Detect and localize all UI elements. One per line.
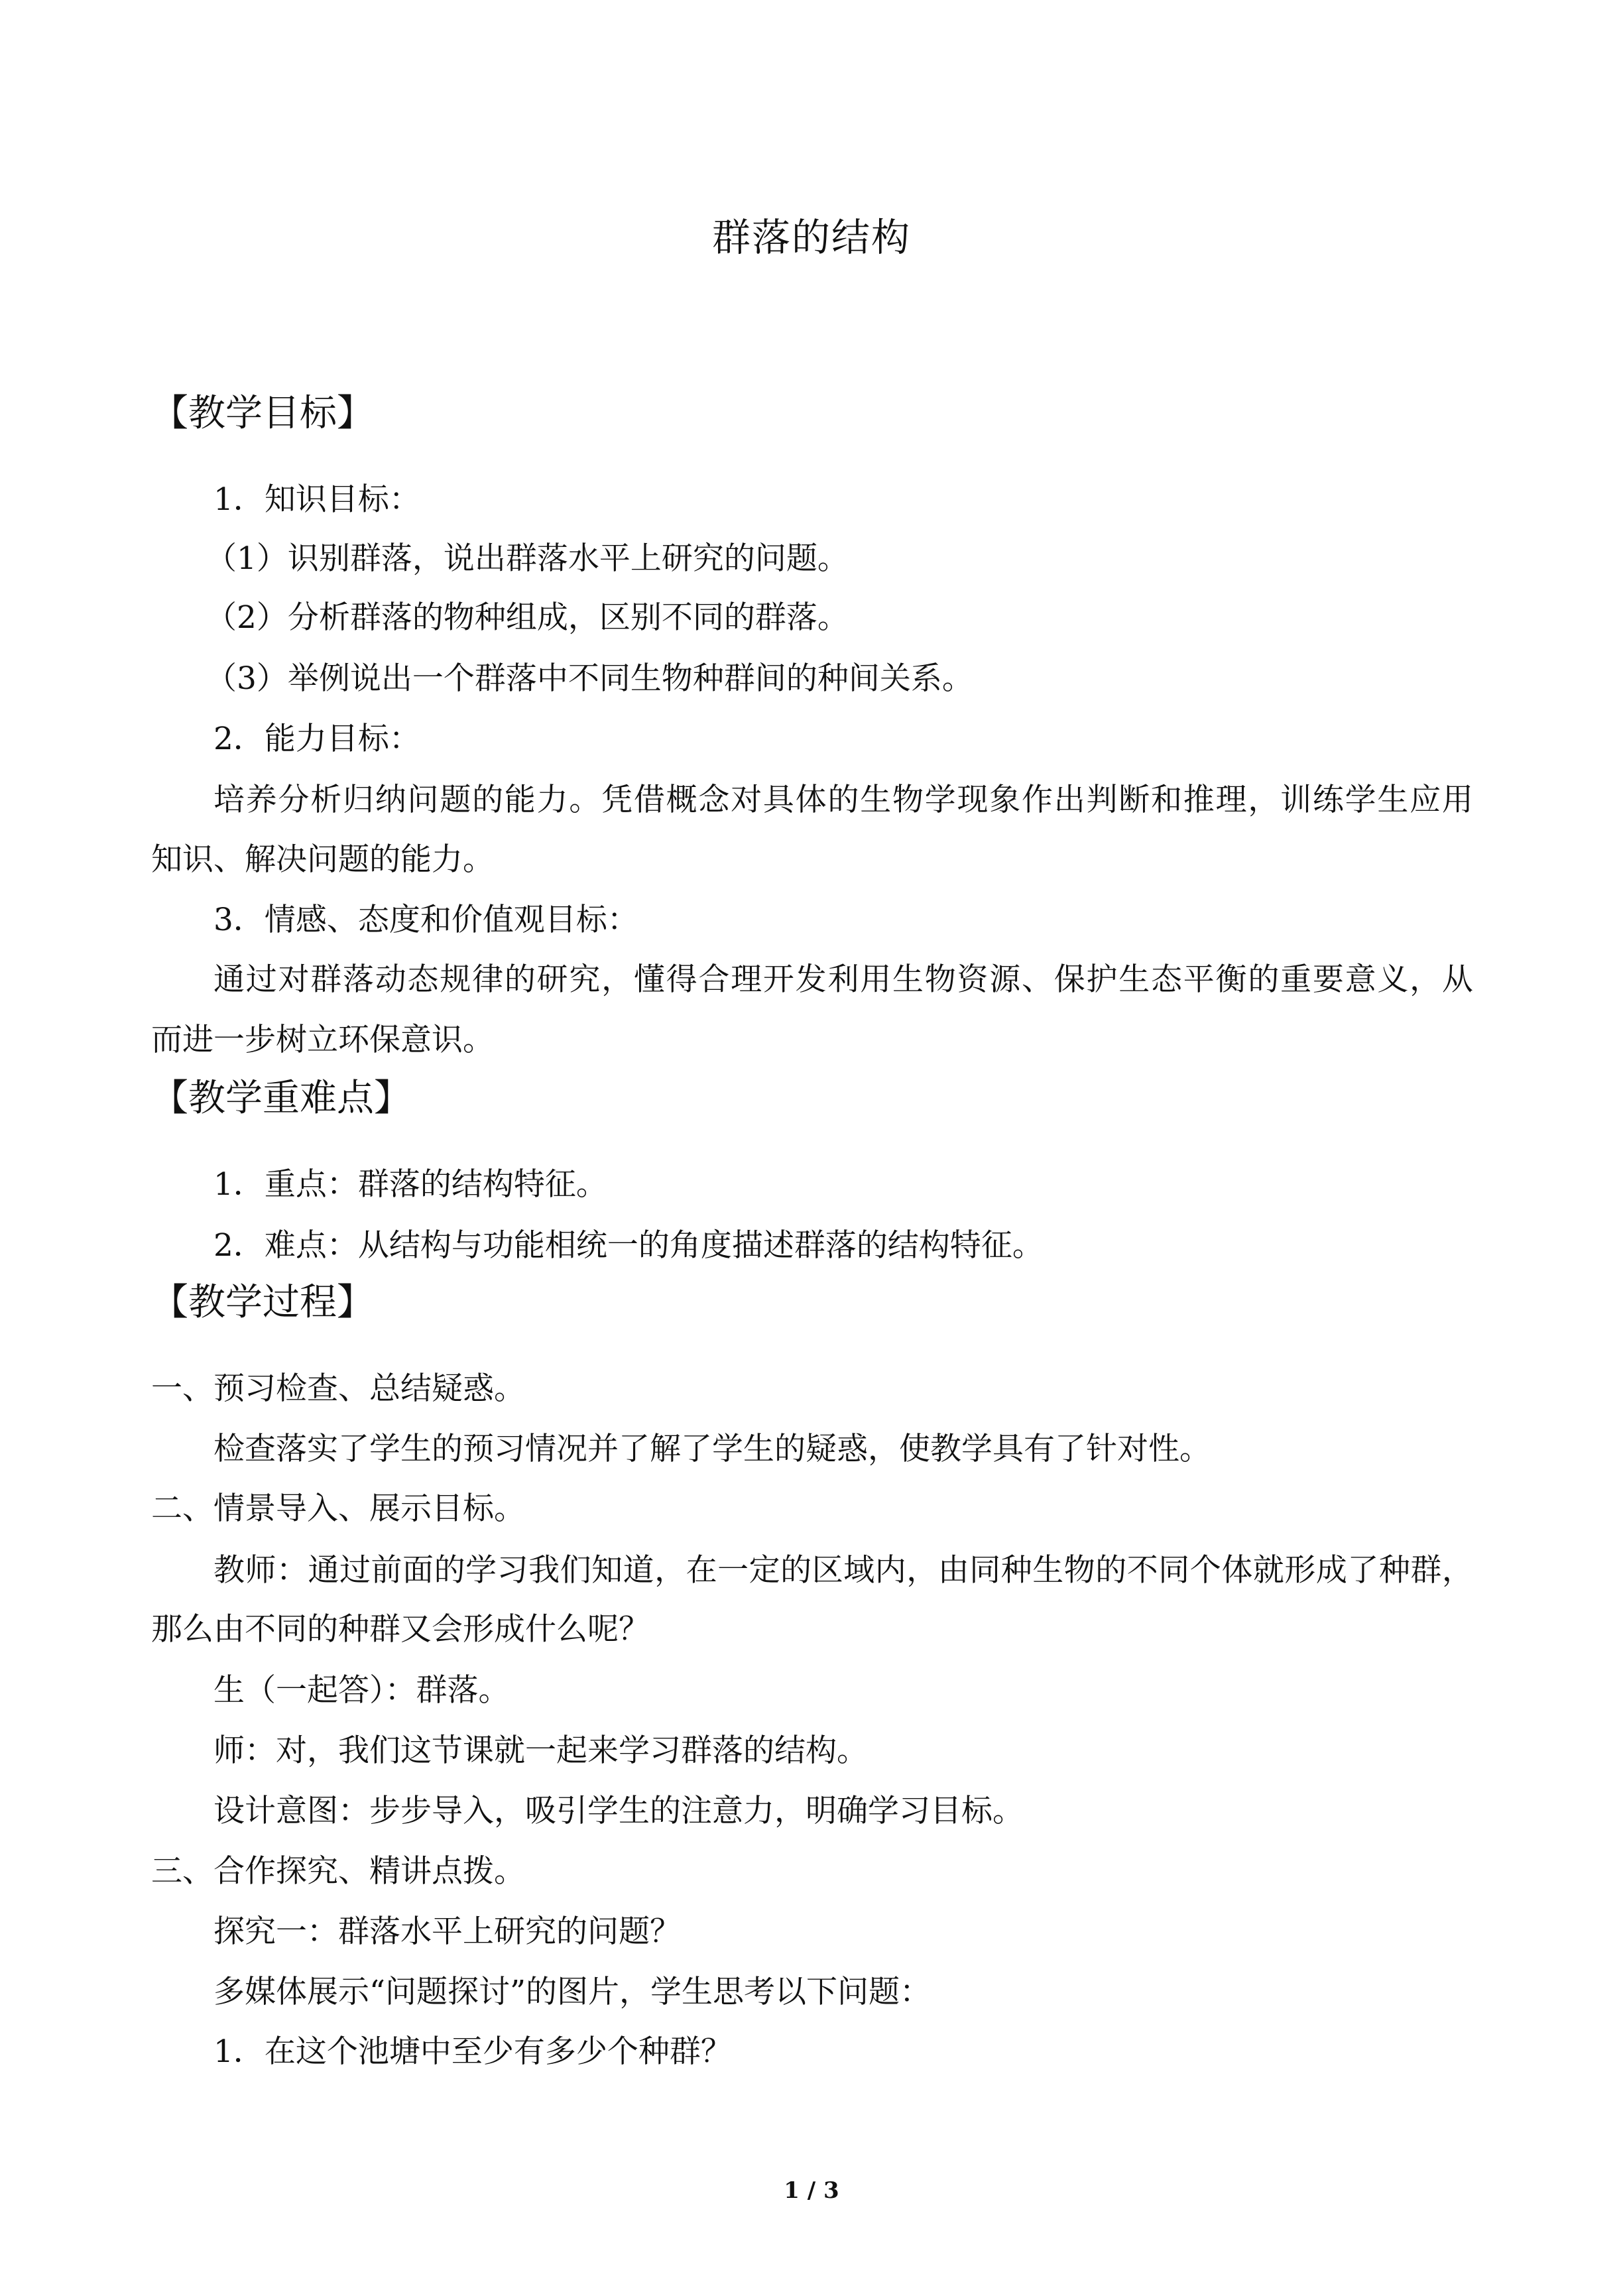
- knowledge-objective-label: 1．知识目标：: [213, 481, 420, 518]
- ability-objective-text-line-1: 培养分析归纳问题的能力。凭借概念对具体的生物学现象作出判断和推理，训练学生应用: [213, 782, 1474, 818]
- process-step-2-design: 设计意图：步步导入，吸引学生的注意力，明确学习目标。: [213, 1793, 1024, 1829]
- emotion-objective-label: 3．情感、态度和价值观目标：: [213, 902, 638, 938]
- process-step-2-teacher-reply: 师：对，我们这节课就一起来学习群落的结构。: [213, 1732, 868, 1769]
- process-step-1-text: 检查落实了学生的预习情况并了解了学生的疑惑，使教学具有了针对性。: [213, 1431, 1211, 1467]
- process-step-3-title: 三、合作探究、精讲点拨。: [151, 1853, 525, 1890]
- process-step-3-media: 多媒体展示“问题探讨”的图片，学生思考以下问题：: [213, 1974, 932, 2010]
- process-step-2-students: 生（一起答）：群落。: [213, 1672, 510, 1709]
- page-number: 1 / 3: [784, 2177, 839, 2204]
- ability-objective-label: 2．能力目标：: [213, 721, 420, 757]
- key-point-2: 2．难点：从结构与功能相统一的角度描述群落的结构特征。: [213, 1227, 1044, 1264]
- section-heading-key-points: 【教学重难点】: [151, 1077, 411, 1120]
- process-step-3-question-1: 1．在这个池塘中至少有多少个种群？: [213, 2033, 732, 2070]
- section-heading-objectives: 【教学目标】: [151, 392, 374, 435]
- process-step-2-title: 二、情景导入、展示目标。: [151, 1490, 525, 1527]
- process-step-3-inquiry: 探究一：群落水平上研究的问题？: [213, 1913, 681, 1950]
- knowledge-item-3: （3）举例说出一个群落中不同生物种群间的种间关系。: [206, 660, 973, 697]
- key-point-1: 1．重点：群落的结构特征。: [213, 1166, 607, 1203]
- knowledge-item-1: （1）识别群落，说出群落水平上研究的问题。: [206, 540, 849, 577]
- process-step-2-teacher-line-1: 教师：通过前面的学习我们知道，在一定的区域内，由同种生物的不同个体就形成了种群，: [213, 1552, 1474, 1589]
- knowledge-item-2: （2）分析群落的物种组成，区别不同的群落。: [206, 599, 849, 636]
- process-step-2-teacher-line-2: 那么由不同的种群又会形成什么呢？: [151, 1611, 650, 1648]
- emotion-objective-text-line-1: 通过对群落动态规律的研究，懂得合理开发利用生物资源、保护生态平衡的重要意义，从: [213, 961, 1474, 998]
- section-heading-process: 【教学过程】: [151, 1281, 374, 1324]
- ability-objective-text-line-2: 知识、解决问题的能力。: [151, 841, 494, 878]
- document-title: 群落的结构: [711, 215, 911, 260]
- emotion-objective-text-line-2: 而进一步树立环保意识。: [151, 1022, 494, 1058]
- process-step-1-title: 一、预习检查、总结疑惑。: [151, 1370, 525, 1407]
